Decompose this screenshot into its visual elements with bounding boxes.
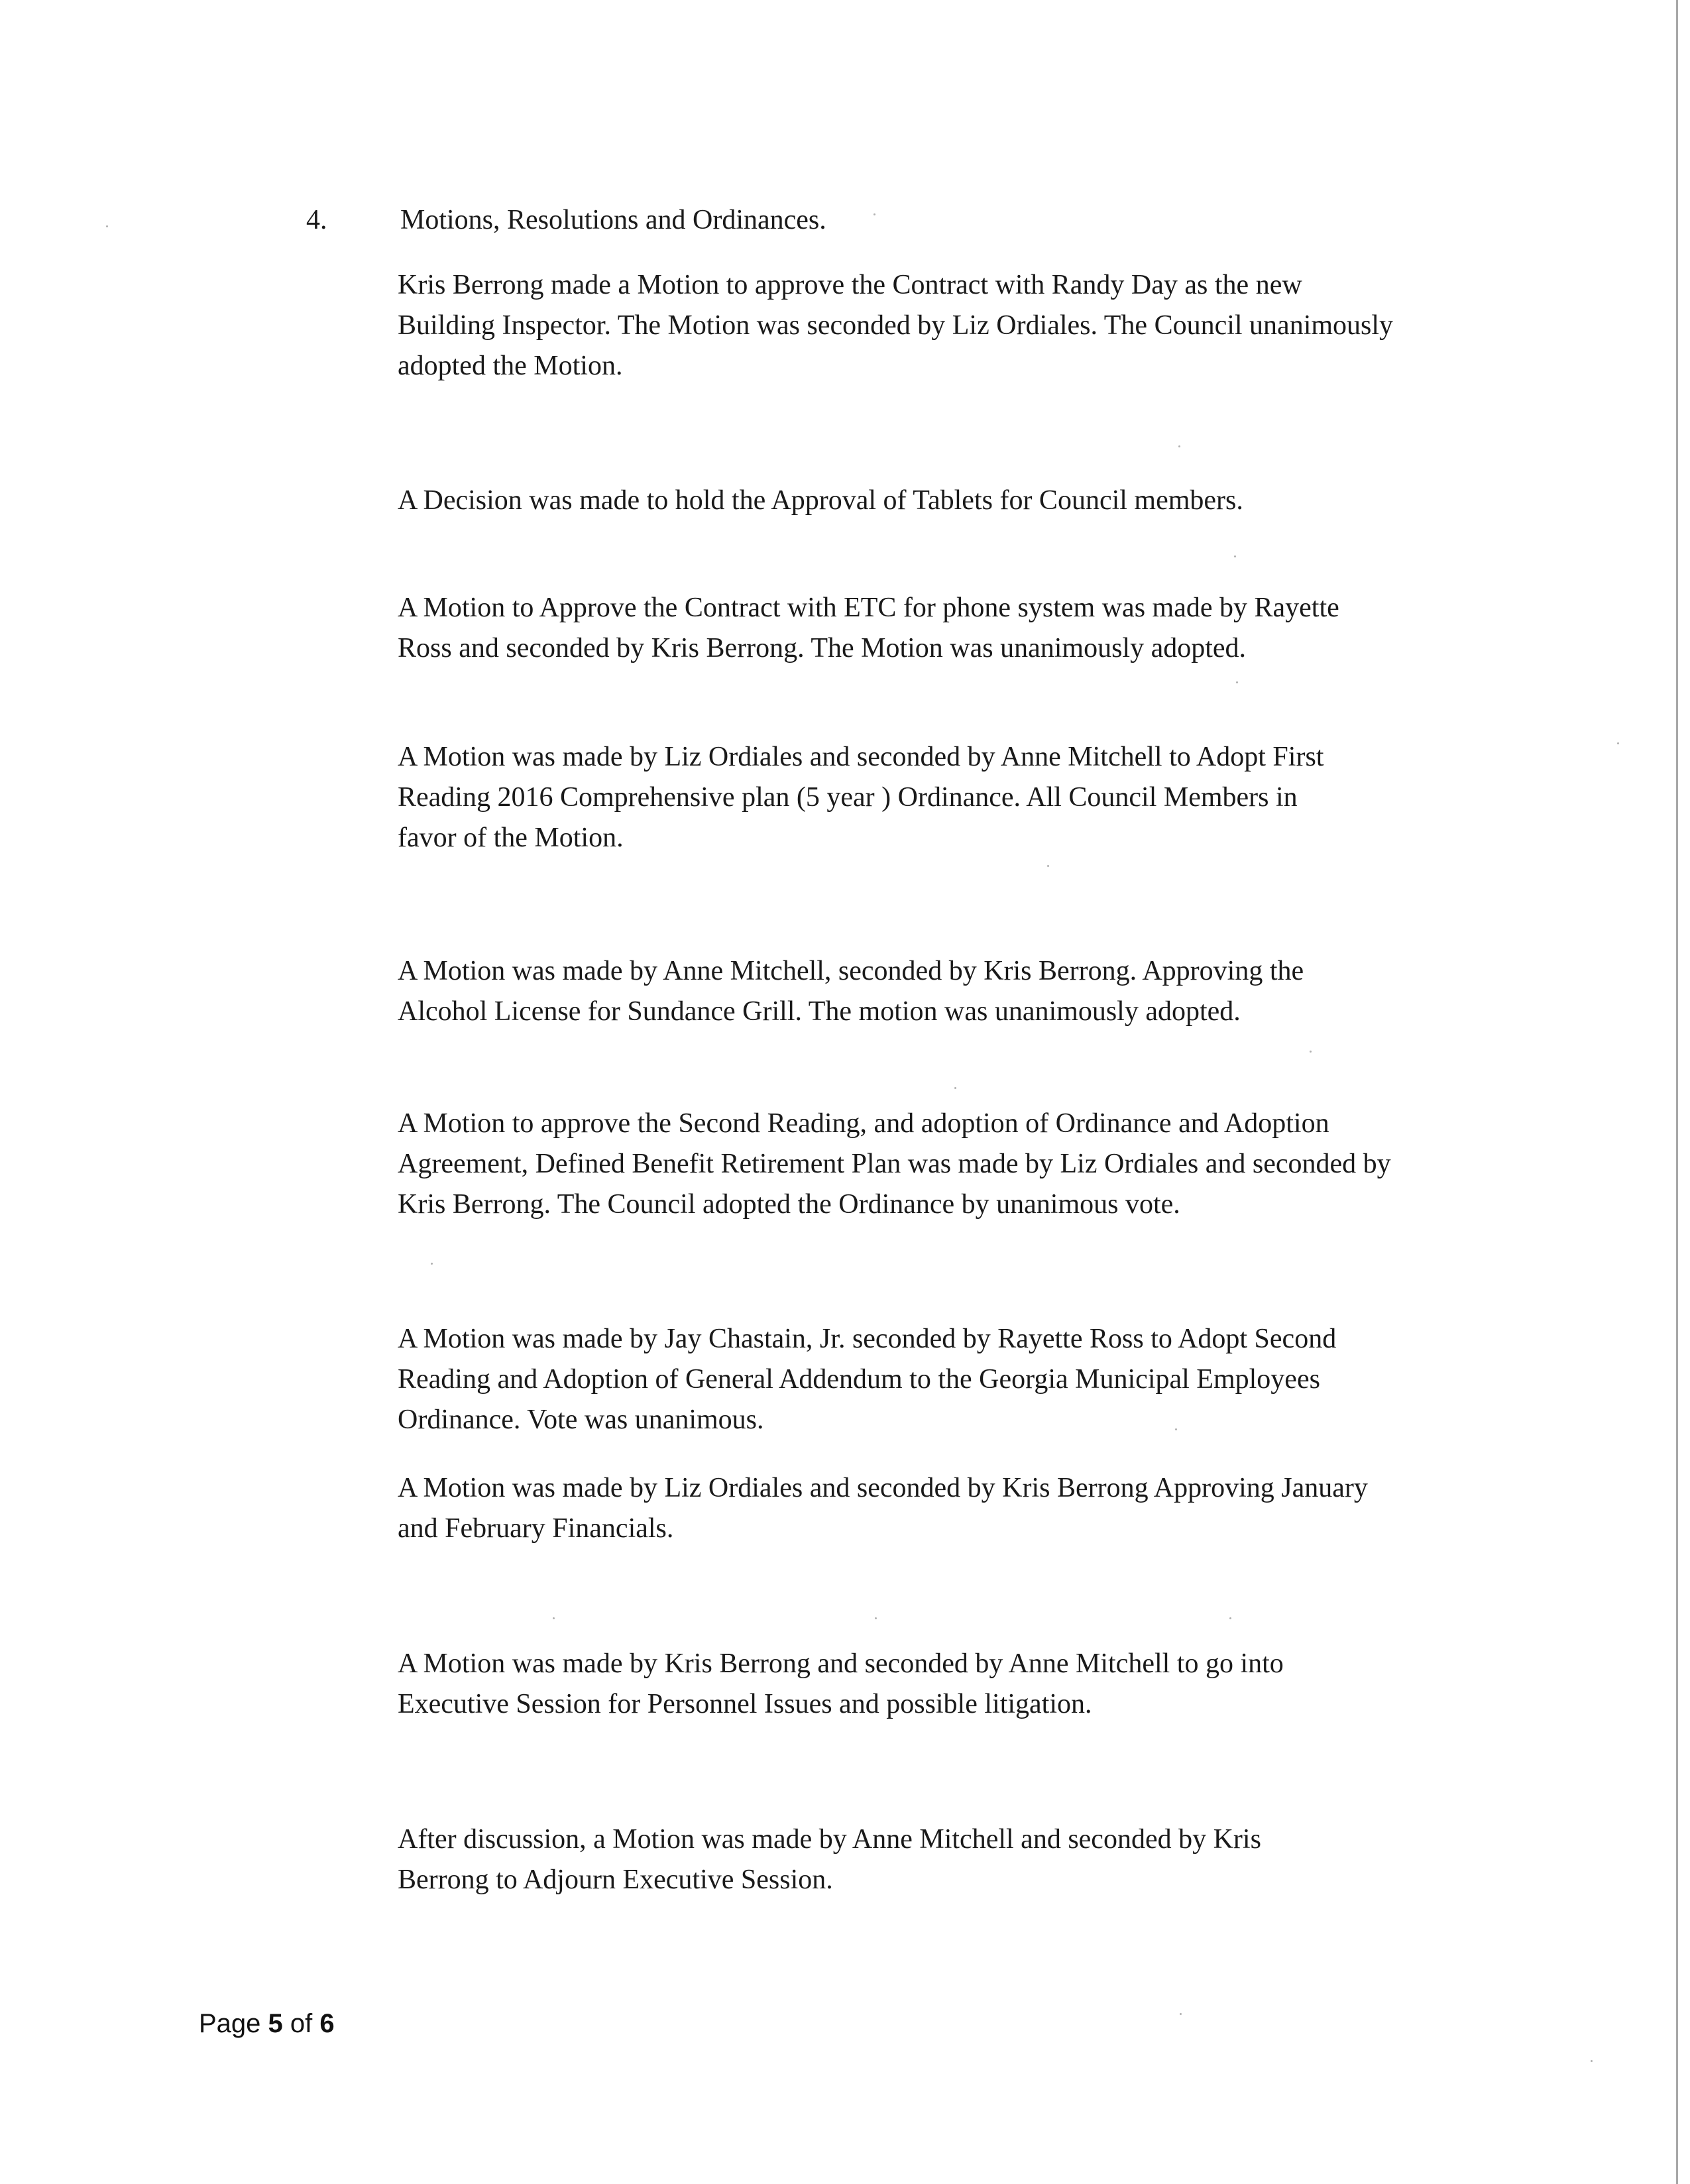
scan-speck — [1591, 2060, 1593, 2062]
scan-speck — [1310, 1051, 1312, 1053]
motion-paragraph-financials: A Motion was made by Liz Ordiales and seconded by Kris Berrong Approving January and February Financials. — [398, 1473, 1368, 1544]
section-heading: Motions, Resolutions and Ordinances. — [400, 205, 826, 235]
motion-paragraph-alcohol-license: A Motion was made by Anne Mitchell, seconded by Kris Berrong. Approving the Alcohol License for Sundance Grill. The motion was unanimously adopted. — [398, 956, 1304, 1027]
motion-paragraph-phone-system: A Motion to Approve the Contract with ETC for phone system was made by Rayette Ross and seconded by Kris Berrong. The Motion was unanimously adopted. — [398, 593, 1339, 663]
scan-speck — [431, 1263, 433, 1265]
motion-paragraph-retirement-plan: A Motion to approve the Second Reading, and adoption of Ordinance and Adoption Agreement, Defined Benefit Retirement Plan was made by Liz Ordiales and seconded by Kris Berrong. The Council adopted the Ordinance by unanimous vote. — [398, 1108, 1391, 1220]
motion-paragraph-comprehensive-plan: A Motion was made by Liz Ordiales and seconded by Anne Mitchell to Adopt First Reading 2016 Comprehensive plan (5 year ) Ordinance. All Council Members in favor of the Motion. — [398, 742, 1324, 853]
of-label: of — [290, 2009, 313, 2038]
scan-speck — [1234, 555, 1236, 557]
page-total: 6 — [319, 2009, 335, 2038]
scan-speck — [1617, 742, 1619, 744]
scan-speck — [106, 225, 108, 227]
motion-paragraph-adjourn-session: After discussion, a Motion was made by Anne Mitchell and seconded by Kris Berrong to Adjourn Executive Session. — [398, 1824, 1261, 1895]
scan-speck — [1236, 681, 1238, 683]
scan-speck — [1180, 2013, 1182, 2015]
page-footer — [199, 2005, 335, 2042]
scan-speck — [1047, 865, 1049, 867]
page-number: 5 — [268, 2009, 283, 2038]
scan-right-edge — [1676, 0, 1678, 2184]
scan-speck — [1178, 445, 1180, 447]
motion-paragraph-building-inspector: Kris Berrong made a Motion to approve the Contract with Randy Day as the new Building Inspector. The Motion was seconded by Liz Ordiales. The Council unanimously adopted the Motion. — [398, 270, 1394, 381]
scan-speck — [875, 1617, 877, 1619]
scan-speck — [954, 1087, 956, 1089]
page-label: Page — [199, 2009, 261, 2038]
scan-speck — [553, 1617, 555, 1619]
motion-paragraph-gme-addendum: A Motion was made by Jay Chastain, Jr. seconded by Rayette Ross to Adopt Second Reading and Adoption of General Addendum to the Georgia Municipal Employees Ordinance. Vote was unanimous. — [398, 1324, 1337, 1435]
motion-paragraph-executive-session: A Motion was made by Kris Berrong and seconded by Anne Mitchell to go into Executive Session for Personnel Issues and possible litigation. — [398, 1648, 1284, 1719]
section-number: 4. — [306, 205, 327, 235]
scan-speck — [873, 213, 875, 215]
decision-paragraph-tablets: A Decision was made to hold the Approval of Tablets for Council members. — [398, 485, 1243, 516]
scan-speck — [1229, 1617, 1231, 1619]
